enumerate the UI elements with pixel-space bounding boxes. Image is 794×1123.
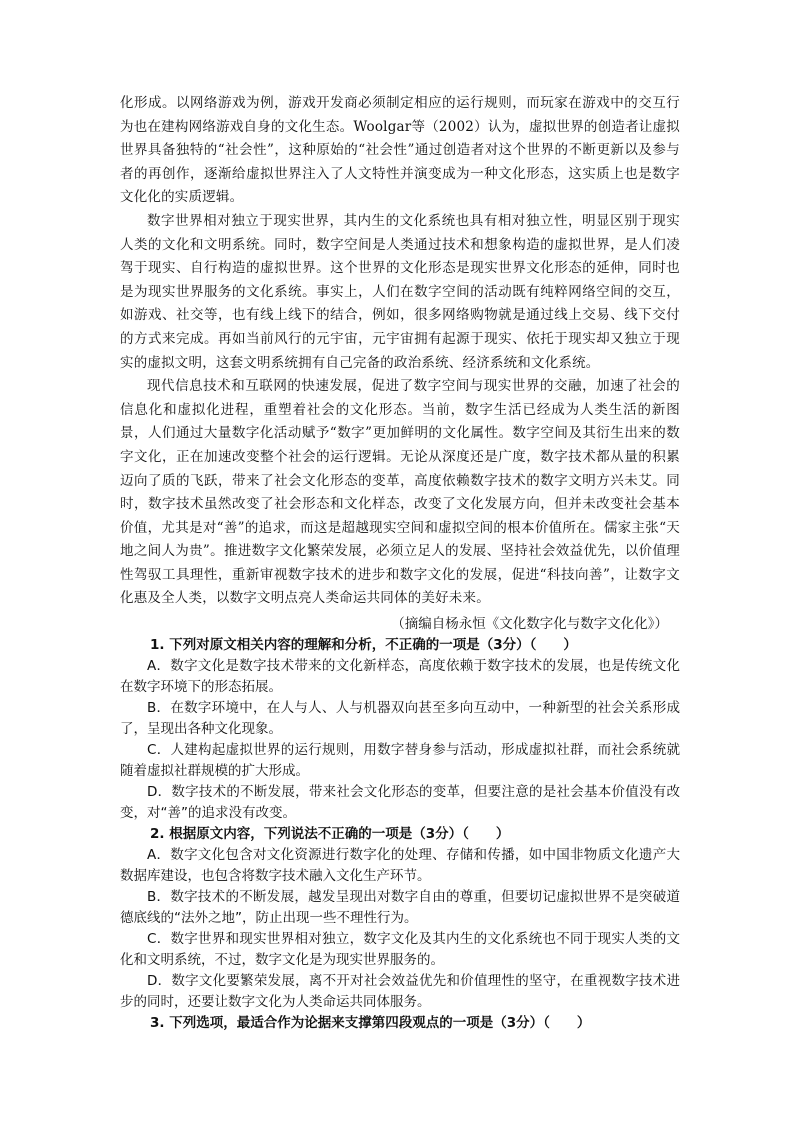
article-source: （摘编自杨永恒《文化数字化与数字文化化》） [391, 616, 668, 633]
question-2-option-d: D．数字文化要繁荣发展，离不开对社会效益优先和价值理性的坚守，在重视数字技术进步的同时，还要让数字文化为人类命运共同体服务。 [120, 973, 680, 1011]
question-1-option-b: B．在数字环境中，在人与人、人与机器双向甚至多向互动中，一种新型的社会关系形成了，呈现出各种文化现象。 [120, 700, 680, 738]
question-1-option-d: D．数字技术的不断发展，带来社会文化形态的变革，但要注意的是社会基本价值没有改变，对“善”的追求没有改变。 [120, 784, 680, 822]
question-2-option-b: B．数字技术的不断发展，越发呈现出对数字自由的尊重，但要切记虚拟世界不是突破道德底线的“法外之地”，防止出现一些不理性行为。 [120, 889, 680, 927]
question-1-option-c: C．人建构起虚拟世界的运行规则，用数字替身参与活动，形成虚拟社群，而社会系统就随着虚拟社群规模的扩大形成。 [120, 742, 680, 780]
question-2-option-c: C．数字世界和现实世界相对独立，数字文化及其内生的文化系统也不同于现实人类的文化和文明系统，不过，数字文化是为现实世界服务的。 [120, 931, 680, 969]
article-paragraph-1: 化形成。以网络游戏为例，游戏开发商必须制定相应的运行规则，而玩家在游戏中的交互行为也在建构网络游戏自身的文化生态。Woolgar等（2002）认为，虚拟世界的创造者让虚拟世界具备独特的“社会性”，这种原始的“社会性”通过创造者对这个世界的不断更新以及参与者的再创作，逐渐给虚拟世界注入了人文特性并演变成为一种文化形态，这实质上也是数字文化化的实质逻辑。 [120, 95, 680, 206]
question-3 [120, 1013, 680, 1034]
question-3-stem: 3. 下列选项，最适合作为论据来支撑第四段观点的一项是（3分）（ ） [150, 1015, 591, 1032]
question-2-stem: 2. 根据原文内容，下列说法不正确的一项是（3分）（ ） [150, 826, 510, 843]
question-2-option-a: A．数字文化包含对文化资源进行数字化的处理、存储和传播，如中国非物质文化遗产大数据库建设，也包含将数字技术融入文化生产环节。 [120, 847, 680, 885]
article-paragraph-3: 现代信息技术和互联网的快速发展，促进了数字空间与现实世界的交融，加速了社会的信息化和虚拟化进程，重塑着社会的文化形态。当前，数字生活已经成为人类生活的新图景，人们通过大量数字化活动赋予“数字”更加鲜明的文化属性。数字空间及其衍生出来的数字文化，正在加速改变整个社会的运行逻辑。无论从深度还是广度，数字技术都从量的积累迈向了质的飞跃，带来了社会文化形态的变革，高度依赖数字技术的数字文明方兴未艾。同时，数字技术虽然改变了社会形态和文化样态，改变了文化发展方向，但并未改变社会基本价值，尤其是对“善”的追求，而这是超越现实空间和虚拟空间的根本价值所在。儒家主张“天地之间人为贵”。推进数字文化繁荣发展，必须立足人的发展、坚持社会效益优先，以价值理性驾驭工具理性，重新审视数字技术的进步和数字文化的发展，促进“科技向善”，让数字文化惠及全人类，以数字文明点亮人类命运共同体的美好未来。 [120, 378, 680, 607]
question-2 [120, 824, 680, 1013]
question-1 [120, 635, 680, 824]
document-page [120, 92, 680, 1034]
article-paragraph-2: 数字世界相对独立于现实世界，其内生的文化系统也具有相对独立性，明显区别于现实人类的文化和文明系统。同时，数字空间是人类通过技术和想象构造的虚拟世界，是人们凌驾于现实、自行构造的虚拟世界。这个世界的文化形态是现实世界文化形态的延伸，同时也是为现实世界服务的文化系统。事实上，人们在数字空间的活动既有纯粹网络空间的交互，如游戏、社交等，也有线上线下的结合，例如，很多网络购物就是通过线上交易、线下交付的方式来完成。再如当前风行的元宇宙，元宇宙拥有起源于现实、依托于现实却又独立于现实的虚拟文明，这套文明系统拥有自己完备的政治系统、经济系统和文化系统。 [120, 212, 680, 371]
question-1-option-a: A．数字文化是数字技术带来的文化新样态，高度依赖于数字技术的发展，也是传统文化在数字环境下的形态拓展。 [120, 658, 680, 696]
question-1-stem: 1. 下列对原文相关内容的理解和分析，不正确的一项是（3分）（ ） [150, 637, 577, 654]
